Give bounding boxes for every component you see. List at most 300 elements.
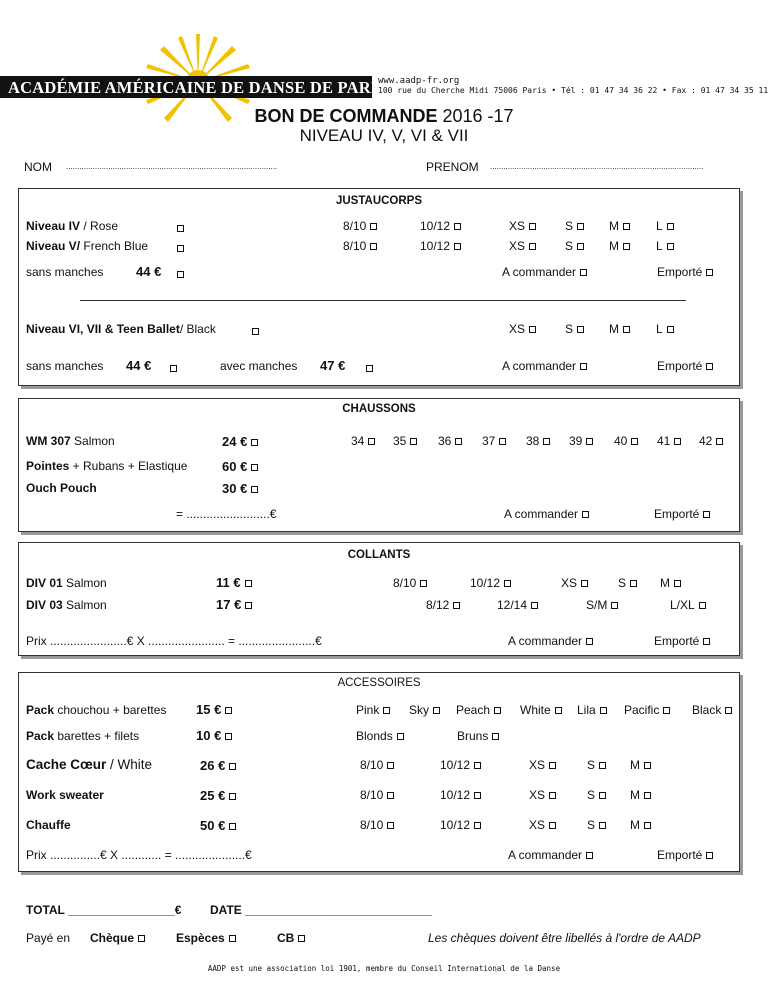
label: 38 [526, 434, 540, 448]
label: Emporté [654, 507, 700, 521]
label: Bruns [457, 729, 489, 743]
label: 35 [393, 434, 407, 448]
work-sweater-price[interactable] [200, 788, 236, 803]
checkbox[interactable] [703, 511, 710, 518]
checkbox[interactable] [229, 935, 236, 942]
size-37[interactable] [482, 434, 506, 448]
checkbox[interactable] [474, 822, 481, 829]
label: Emporté [657, 848, 703, 862]
checkbox[interactable] [623, 326, 630, 333]
sans-manches-label: sans manches [26, 265, 104, 279]
pack1-row [26, 703, 166, 717]
div03-price[interactable] [216, 597, 252, 612]
chauffe-price[interactable] [200, 818, 236, 833]
size-8-10[interactable] [360, 818, 394, 832]
label: BON DE COMMANDE [254, 106, 438, 126]
total-field[interactable]: TOTAL ________________€ [26, 903, 182, 917]
checkbox[interactable] [582, 511, 589, 518]
checkbox[interactable] [577, 243, 584, 250]
label: Pointes [26, 459, 70, 473]
checkbox[interactable] [703, 638, 710, 645]
size-8-10[interactable] [393, 576, 427, 590]
label: 2016 -17 [442, 106, 514, 126]
label: Black [692, 703, 722, 717]
label: M [660, 576, 670, 590]
divider [80, 300, 686, 301]
checkbox[interactable] [383, 707, 390, 714]
checkbox[interactable] [667, 223, 674, 230]
collants-title: COLLANTS [347, 549, 411, 561]
label: XS [509, 322, 526, 336]
size-8-10[interactable] [360, 788, 394, 802]
checkbox[interactable] [674, 580, 681, 587]
label: 40 [614, 434, 628, 448]
label: M [609, 322, 619, 336]
color-black[interactable] [692, 703, 732, 717]
size-40[interactable] [614, 434, 638, 448]
size-8-10[interactable] [360, 758, 394, 772]
checkbox[interactable] [600, 707, 607, 714]
checkbox[interactable] [387, 792, 394, 799]
size-35[interactable] [393, 434, 417, 448]
size-s[interactable] [587, 818, 606, 832]
chaussons-total[interactable]: = .........................€ [176, 507, 277, 521]
size-xs[interactable] [509, 219, 536, 233]
avec-manches-label: avec manches [220, 359, 298, 373]
checkbox[interactable] [599, 822, 606, 829]
emporte-checkbox[interactable] [657, 359, 713, 373]
label: L [656, 239, 663, 253]
cheques-note: Les chèques doivent être libellés à l'ordre de AADP [428, 931, 701, 945]
checkbox[interactable] [504, 580, 511, 587]
size-m[interactable] [660, 576, 681, 590]
color-white[interactable] [520, 703, 562, 717]
label: Pacific [624, 703, 660, 717]
checkbox[interactable] [549, 792, 556, 799]
label: barettes + filets [54, 729, 140, 743]
size-xs[interactable] [529, 818, 556, 832]
size-10-12[interactable] [470, 576, 511, 590]
label: 12/14 [497, 598, 528, 612]
work-sweater-row: Work sweater [26, 788, 104, 802]
checkbox[interactable] [454, 223, 461, 230]
label: Emporté [657, 359, 703, 373]
size-8-10[interactable] [343, 239, 377, 253]
size-m[interactable] [609, 322, 630, 336]
size-xs[interactable] [561, 576, 588, 590]
price-44: 44 € [136, 264, 162, 279]
size-10-12[interactable] [420, 239, 461, 253]
label: XS [529, 788, 546, 802]
checkbox[interactable] [251, 486, 258, 493]
label: 42 [699, 434, 713, 448]
label: / Black [179, 322, 216, 336]
checkbox[interactable] [455, 438, 462, 445]
label: Pack [26, 729, 55, 743]
label: S/M [586, 598, 608, 612]
emporte-checkbox[interactable] [654, 634, 710, 648]
checkbox[interactable] [454, 243, 461, 250]
label: M [609, 239, 619, 253]
label: 8/12 [426, 598, 450, 612]
label: Salmon [62, 598, 107, 612]
label: 60 € [222, 459, 248, 474]
checkbox[interactable] [251, 439, 258, 446]
checkbox[interactable] [474, 762, 481, 769]
label: XS [509, 239, 526, 253]
checkbox[interactable] [138, 935, 145, 942]
cb-checkbox[interactable] [277, 931, 305, 945]
size-38[interactable] [526, 434, 550, 448]
size-12-14[interactable] [497, 598, 538, 612]
checkbox[interactable] [706, 269, 713, 276]
label: 8/10 [393, 576, 417, 590]
size-10-12[interactable] [440, 788, 481, 802]
label: L [656, 219, 663, 233]
label: Espèces [176, 931, 225, 945]
sans-manches-checkbox[interactable] [177, 271, 184, 278]
prenom-field[interactable]: ................................................................................................ [490, 162, 704, 171]
size-m[interactable] [609, 219, 630, 233]
accessoires-prix[interactable]: Prix ...............€ X ............ = .....................€ [26, 848, 252, 862]
label: 17 € [216, 597, 242, 612]
pointes-price[interactable] [222, 459, 258, 474]
label: Cache Cœur [26, 757, 107, 772]
label: 26 € [200, 758, 226, 773]
size-10-12[interactable] [440, 758, 481, 772]
color-bruns[interactable] [457, 729, 499, 743]
label: CB [277, 931, 295, 945]
checkbox[interactable] [387, 822, 394, 829]
checkbox[interactable] [420, 580, 427, 587]
paye-en-label: Payé en [26, 931, 71, 945]
checkbox[interactable] [580, 269, 587, 276]
label: S [565, 239, 574, 253]
label: / Rose [80, 219, 119, 233]
justaucorps-section [18, 188, 740, 386]
ouch-pouch-price[interactable] [222, 481, 258, 496]
size-10-12[interactable] [420, 219, 461, 233]
checkbox[interactable] [549, 822, 556, 829]
label: 10/12 [440, 758, 471, 772]
a-commander-checkbox[interactable] [502, 359, 587, 373]
checkbox[interactable] [549, 762, 556, 769]
checkbox[interactable] [531, 602, 538, 609]
checkbox[interactable] [433, 707, 440, 714]
a-commander-checkbox[interactable] [508, 848, 593, 862]
size-l[interactable] [656, 219, 674, 233]
checkbox[interactable] [581, 580, 588, 587]
checkbox[interactable] [631, 438, 638, 445]
size-s[interactable] [565, 239, 584, 253]
label: 30 € [222, 481, 248, 496]
checkbox[interactable] [529, 326, 536, 333]
label: Pack [26, 703, 55, 717]
label: 10/12 [420, 239, 451, 253]
size-s[interactable] [565, 219, 584, 233]
size-m[interactable] [630, 758, 651, 772]
checkbox[interactable] [667, 326, 674, 333]
checkbox[interactable] [586, 852, 593, 859]
label: L/XL [670, 598, 695, 612]
checkbox[interactable] [410, 438, 417, 445]
justaucorps-title: JUSTAUCORPS [335, 195, 423, 207]
checkbox[interactable] [370, 223, 377, 230]
website: www.aadp-fr.org [378, 76, 460, 86]
size-8-10[interactable] [343, 219, 377, 233]
label: S [587, 788, 596, 802]
accessoires-title: ACCESSOIRES [337, 677, 421, 689]
label: 25 € [200, 788, 226, 803]
pack2-row [26, 729, 139, 743]
checkbox[interactable] [474, 792, 481, 799]
checkbox[interactable] [529, 223, 536, 230]
size-39[interactable] [569, 434, 593, 448]
label: A commander [504, 507, 579, 521]
checkbox[interactable] [225, 733, 232, 740]
label: 39 [569, 434, 583, 448]
label: Emporté [657, 265, 703, 279]
label: 37 [482, 434, 496, 448]
label: 8/10 [343, 219, 367, 233]
label: S [618, 576, 627, 590]
ouch-pouch-row: Ouch Pouch [26, 481, 97, 495]
sans-manches-label: sans manches [26, 359, 104, 373]
label: 10/12 [470, 576, 501, 590]
checkbox[interactable] [245, 580, 252, 587]
label: A commander [508, 848, 583, 862]
color-pink[interactable] [356, 703, 390, 717]
label: Emporté [654, 634, 700, 648]
checkbox[interactable] [453, 602, 460, 609]
prenom-label: PRENOM [426, 160, 479, 174]
checkbox[interactable] [492, 733, 499, 740]
size-xs[interactable] [509, 322, 536, 336]
label: Blonds [356, 729, 393, 743]
cache-coeur-price[interactable] [200, 758, 236, 773]
label: M [609, 219, 619, 233]
label: 8/10 [343, 239, 367, 253]
label: 24 € [222, 434, 248, 449]
label: Niveau V/ [26, 239, 81, 253]
academy-name: ACADÉMIE AMÉRICAINE DE DANSE DE PARIS [8, 78, 387, 97]
label: 10/12 [440, 818, 471, 832]
emporte-checkbox[interactable] [654, 507, 710, 521]
avec-manches-checkbox[interactable] [366, 365, 373, 372]
nom-field[interactable]: ............................................................................................... [66, 162, 278, 171]
checkbox[interactable] [630, 580, 637, 587]
checkbox[interactable] [397, 733, 404, 740]
size-s-m[interactable] [586, 598, 618, 612]
checkbox[interactable] [611, 602, 618, 609]
label: Sky [409, 703, 430, 717]
size-41[interactable] [657, 434, 681, 448]
checkbox[interactable] [251, 464, 258, 471]
sans-manches-checkbox[interactable] [170, 365, 177, 372]
div01-row [26, 576, 107, 590]
label: 8/10 [360, 818, 384, 832]
checkbox[interactable] [529, 243, 536, 250]
checkbox[interactable] [644, 822, 651, 829]
size-36[interactable] [438, 434, 462, 448]
checkbox[interactable] [725, 707, 732, 714]
niveau-iv-row [26, 219, 118, 233]
checkbox[interactable] [229, 823, 236, 830]
checkbox[interactable] [225, 707, 232, 714]
label: A commander [502, 359, 577, 373]
chaussons-title: CHAUSSONS [342, 403, 416, 415]
size-xs[interactable] [529, 788, 556, 802]
chauffe-row: Chauffe [26, 818, 71, 832]
color-peach[interactable] [456, 703, 501, 717]
label: S [565, 219, 574, 233]
a-commander-checkbox[interactable] [502, 265, 587, 279]
color-pacific[interactable] [624, 703, 670, 717]
pointes-row [26, 459, 187, 473]
checkbox[interactable] [580, 363, 587, 370]
pack2-price[interactable] [196, 728, 232, 743]
checkbox[interactable] [706, 852, 713, 859]
cheque-checkbox[interactable] [90, 931, 145, 945]
emporte-checkbox[interactable] [657, 848, 713, 862]
label: Pink [356, 703, 380, 717]
label: DIV 03 [26, 598, 63, 612]
color-blonds[interactable] [356, 729, 404, 743]
label: XS [529, 818, 546, 832]
size-34[interactable] [351, 434, 375, 448]
collants-prix[interactable]: Prix .......................€ X ....................... = .......................€ [26, 634, 322, 648]
label: Salmon [70, 434, 115, 448]
label: + Rubans + Elastique [69, 459, 188, 473]
size-s[interactable] [565, 322, 584, 336]
label: Chèque [90, 931, 135, 945]
checkbox[interactable] [577, 223, 584, 230]
label: / White [106, 757, 153, 772]
size-8-12[interactable] [426, 598, 460, 612]
div03-row [26, 598, 107, 612]
label: White [520, 703, 551, 717]
label: 10/12 [440, 788, 471, 802]
label: Lila [577, 703, 596, 717]
size-s[interactable] [618, 576, 637, 590]
niveau-iv-checkbox[interactable] [177, 225, 184, 232]
wm307-price[interactable] [222, 434, 258, 449]
label: 10/12 [420, 219, 451, 233]
label: XS [561, 576, 578, 590]
label: S [587, 758, 596, 772]
checkbox[interactable] [298, 935, 305, 942]
checkbox[interactable] [543, 438, 550, 445]
label: WM 307 [26, 434, 71, 448]
label: 34 [351, 434, 365, 448]
size-xs[interactable] [529, 758, 556, 772]
size-l-xl[interactable] [670, 598, 706, 612]
label: 15 € [196, 702, 222, 717]
page-title [0, 106, 768, 127]
div01-price[interactable] [216, 575, 252, 590]
checkbox[interactable] [623, 223, 630, 230]
checkbox[interactable] [674, 438, 681, 445]
label: French Blue [80, 239, 149, 253]
checkbox[interactable] [229, 793, 236, 800]
especes-checkbox[interactable] [176, 931, 236, 945]
checkbox[interactable] [494, 707, 501, 714]
size-m[interactable] [630, 788, 651, 802]
checkbox[interactable] [499, 438, 506, 445]
checkbox[interactable] [599, 762, 606, 769]
emporte-checkbox[interactable] [657, 265, 713, 279]
size-42[interactable] [699, 434, 723, 448]
label: 50 € [200, 818, 226, 833]
checkbox[interactable] [387, 762, 394, 769]
label: 11 € [216, 575, 241, 590]
checkbox[interactable] [663, 707, 670, 714]
size-m[interactable] [630, 818, 651, 832]
checkbox[interactable] [644, 792, 651, 799]
label: M [630, 758, 640, 772]
price-44: 44 € [126, 358, 152, 373]
checkbox[interactable] [229, 763, 236, 770]
a-commander-checkbox[interactable] [504, 507, 589, 521]
checkbox[interactable] [368, 438, 375, 445]
a-commander-checkbox[interactable] [508, 634, 593, 648]
niveau-vi-checkbox[interactable] [252, 328, 259, 335]
label: 8/10 [360, 758, 384, 772]
label: Salmon [62, 576, 107, 590]
checkbox[interactable] [586, 638, 593, 645]
label: Niveau VI, VII & Teen Ballet [26, 322, 180, 336]
price-47: 47 € [320, 358, 346, 373]
label: XS [509, 219, 526, 233]
checkbox[interactable] [667, 243, 674, 250]
label: 41 [657, 434, 671, 448]
checkbox[interactable] [577, 326, 584, 333]
size-m[interactable] [609, 239, 630, 253]
checkbox[interactable] [706, 363, 713, 370]
size-l[interactable] [656, 322, 674, 336]
label: L [656, 322, 663, 336]
label: A commander [502, 265, 577, 279]
checkbox[interactable] [623, 243, 630, 250]
label: XS [529, 758, 546, 772]
checkbox[interactable] [644, 762, 651, 769]
association-note: AADP est une association loi 1901, membre du Conseil International de la Danse [207, 964, 561, 973]
size-s[interactable] [587, 758, 606, 772]
size-10-12[interactable] [440, 818, 481, 832]
color-sky[interactable] [409, 703, 440, 717]
pack1-price[interactable] [196, 702, 232, 717]
checkbox[interactable] [599, 792, 606, 799]
niveau-v-checkbox[interactable] [177, 245, 184, 252]
label: M [630, 818, 640, 832]
label: 10 € [196, 728, 222, 743]
color-lila[interactable] [577, 703, 607, 717]
label: 8/10 [360, 788, 384, 802]
checkbox[interactable] [699, 602, 706, 609]
checkbox[interactable] [245, 602, 252, 609]
size-xs[interactable] [509, 239, 536, 253]
checkbox[interactable] [555, 707, 562, 714]
checkbox[interactable] [370, 243, 377, 250]
checkbox[interactable] [586, 438, 593, 445]
page-subtitle: NIVEAU IV, V, VI & VII [299, 126, 469, 145]
size-l[interactable] [656, 239, 674, 253]
niveau-vi-row [26, 322, 216, 336]
label: S [565, 322, 574, 336]
size-s[interactable] [587, 788, 606, 802]
date-field[interactable]: DATE ____________________________ [210, 903, 432, 917]
checkbox[interactable] [716, 438, 723, 445]
